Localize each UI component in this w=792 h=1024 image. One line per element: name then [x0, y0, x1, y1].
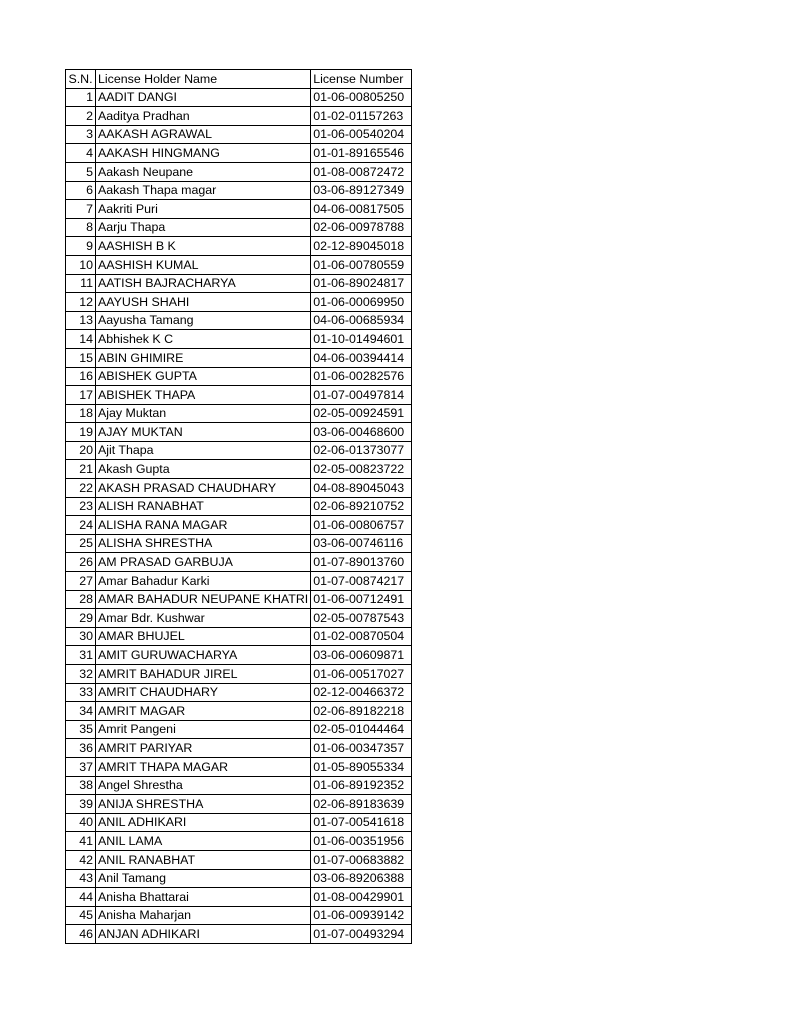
cell-license-number: 02-06-00978788	[311, 218, 412, 237]
cell-license-holder-name: AMRIT CHAUDHARY	[96, 683, 311, 702]
cell-license-holder-name: AJAY MUKTAN	[96, 423, 311, 442]
cell-sn: 20	[66, 441, 96, 460]
cell-sn: 43	[66, 869, 96, 888]
table-row	[66, 869, 412, 888]
cell-license-number: 01-07-00683882	[311, 850, 412, 869]
cell-sn: 13	[66, 311, 96, 330]
cell-license-holder-name: Aakash Neupane	[96, 162, 311, 181]
cell-license-number: 03-06-00746116	[311, 534, 412, 553]
cell-license-holder-name: Angel Shrestha	[96, 776, 311, 795]
table-row	[66, 441, 412, 460]
cell-sn: 37	[66, 757, 96, 776]
cell-sn: 27	[66, 572, 96, 591]
cell-license-holder-name: ABISHEK GUPTA	[96, 367, 311, 386]
cell-license-holder-name: Aakriti Puri	[96, 200, 311, 219]
table-row	[66, 311, 412, 330]
cell-license-holder-name: ANIL LAMA	[96, 832, 311, 851]
cell-license-holder-name: Anisha Maharjan	[96, 906, 311, 925]
cell-license-number: 02-12-00466372	[311, 683, 412, 702]
cell-license-holder-name: ABISHEK THAPA	[96, 386, 311, 405]
cell-sn: 16	[66, 367, 96, 386]
cell-license-holder-name: AASHISH B K	[96, 237, 311, 256]
cell-license-number: 01-06-00806757	[311, 516, 412, 535]
cell-license-number: 02-06-89182218	[311, 702, 412, 721]
cell-license-number: 01-10-01494601	[311, 330, 412, 349]
cell-license-holder-name: AAKASH AGRAWAL	[96, 125, 311, 144]
table-row	[66, 125, 412, 144]
table-row	[66, 720, 412, 739]
cell-license-number: 01-02-01157263	[311, 107, 412, 126]
table-row	[66, 88, 412, 107]
cell-license-holder-name: ANIJA SHRESTHA	[96, 795, 311, 814]
cell-license-holder-name: ALISHA SHRESTHA	[96, 534, 311, 553]
cell-license-holder-name: AADIT DANGI	[96, 88, 311, 107]
table-row	[66, 423, 412, 442]
cell-license-holder-name: AM PRASAD GARBUJA	[96, 553, 311, 572]
table-row	[66, 162, 412, 181]
cell-license-number: 04-08-89045043	[311, 479, 412, 498]
cell-license-holder-name: ANJAN ADHIKARI	[96, 925, 311, 944]
cell-license-number: 03-06-89127349	[311, 181, 412, 200]
cell-license-holder-name: AMRIT BAHADUR JIREL	[96, 665, 311, 684]
cell-sn: 1	[66, 88, 96, 107]
cell-sn: 33	[66, 683, 96, 702]
cell-license-number: 01-06-00939142	[311, 906, 412, 925]
cell-license-holder-name: ABIN GHIMIRE	[96, 348, 311, 367]
cell-license-number: 02-06-89210752	[311, 497, 412, 516]
license-table	[65, 69, 412, 944]
table-row	[66, 757, 412, 776]
table-row	[66, 516, 412, 535]
table-row	[66, 293, 412, 312]
header-license-holder-name: License Holder Name	[96, 70, 311, 89]
cell-license-holder-name: AASHISH KUMAL	[96, 255, 311, 274]
cell-license-number: 01-06-00069950	[311, 293, 412, 312]
cell-license-number: 01-06-89192352	[311, 776, 412, 795]
table-row	[66, 386, 412, 405]
cell-license-number: 01-06-00517027	[311, 665, 412, 684]
table-header-row	[66, 70, 412, 89]
cell-license-holder-name: ALISHA RANA MAGAR	[96, 516, 311, 535]
table-row	[66, 776, 412, 795]
cell-license-number: 01-06-00805250	[311, 88, 412, 107]
table-row	[66, 702, 412, 721]
cell-license-number: 03-06-00609871	[311, 646, 412, 665]
table-body	[66, 88, 412, 943]
cell-license-number: 02-05-00823722	[311, 460, 412, 479]
cell-license-number: 04-06-00685934	[311, 311, 412, 330]
cell-license-number: 01-06-00351956	[311, 832, 412, 851]
cell-license-number: 02-05-00924591	[311, 404, 412, 423]
cell-sn: 10	[66, 255, 96, 274]
cell-license-number: 01-06-00540204	[311, 125, 412, 144]
cell-license-number: 01-06-00780559	[311, 255, 412, 274]
cell-license-number: 03-06-00468600	[311, 423, 412, 442]
cell-license-number: 04-06-00394414	[311, 348, 412, 367]
cell-sn: 6	[66, 181, 96, 200]
table-row	[66, 665, 412, 684]
cell-license-number: 01-07-89013760	[311, 553, 412, 572]
cell-license-holder-name: AAYUSH SHAHI	[96, 293, 311, 312]
table-row	[66, 572, 412, 591]
cell-sn: 38	[66, 776, 96, 795]
cell-license-holder-name: Abhishek K C	[96, 330, 311, 349]
table-row	[66, 683, 412, 702]
cell-license-number: 02-05-00787543	[311, 609, 412, 628]
table-row	[66, 646, 412, 665]
table-row	[66, 627, 412, 646]
table-row	[66, 144, 412, 163]
cell-sn: 12	[66, 293, 96, 312]
cell-license-holder-name: Amrit Pangeni	[96, 720, 311, 739]
cell-license-number: 01-06-00282576	[311, 367, 412, 386]
cell-license-number: 01-08-00429901	[311, 888, 412, 907]
table-row	[66, 497, 412, 516]
cell-sn: 17	[66, 386, 96, 405]
cell-license-holder-name: AMRIT THAPA MAGAR	[96, 757, 311, 776]
table-row	[66, 367, 412, 386]
cell-sn: 9	[66, 237, 96, 256]
cell-sn: 19	[66, 423, 96, 442]
cell-sn: 42	[66, 850, 96, 869]
cell-license-holder-name: AATISH BAJRACHARYA	[96, 274, 311, 293]
table-row	[66, 479, 412, 498]
cell-license-number: 01-07-00493294	[311, 925, 412, 944]
cell-license-number: 01-06-89024817	[311, 274, 412, 293]
cell-license-holder-name: Amar Bdr. Kushwar	[96, 609, 311, 628]
cell-license-holder-name: Ajay Muktan	[96, 404, 311, 423]
cell-license-holder-name: Aaditya Pradhan	[96, 107, 311, 126]
table-row	[66, 553, 412, 572]
cell-license-holder-name: ANIL ADHIKARI	[96, 813, 311, 832]
cell-license-number: 01-01-89165546	[311, 144, 412, 163]
table-row	[66, 404, 412, 423]
table-row	[66, 609, 412, 628]
cell-license-number: 01-02-00870504	[311, 627, 412, 646]
cell-sn: 7	[66, 200, 96, 219]
cell-license-holder-name: ANIL RANABHAT	[96, 850, 311, 869]
cell-license-holder-name: Amar Bahadur Karki	[96, 572, 311, 591]
cell-sn: 15	[66, 348, 96, 367]
cell-license-holder-name: Aarju Thapa	[96, 218, 311, 237]
cell-sn: 18	[66, 404, 96, 423]
cell-sn: 26	[66, 553, 96, 572]
cell-license-number: 02-06-01373077	[311, 441, 412, 460]
cell-sn: 41	[66, 832, 96, 851]
cell-license-number: 02-12-89045018	[311, 237, 412, 256]
table-row	[66, 107, 412, 126]
table-row	[66, 925, 412, 944]
cell-license-number: 02-05-01044464	[311, 720, 412, 739]
cell-license-holder-name: Ajit Thapa	[96, 441, 311, 460]
cell-license-number: 02-06-89183639	[311, 795, 412, 814]
cell-sn: 3	[66, 125, 96, 144]
table-row	[66, 237, 412, 256]
table-row	[66, 590, 412, 609]
cell-sn: 11	[66, 274, 96, 293]
table-row	[66, 330, 412, 349]
cell-license-number: 03-06-89206388	[311, 869, 412, 888]
cell-license-number: 01-07-00541618	[311, 813, 412, 832]
cell-license-number: 01-07-00874217	[311, 572, 412, 591]
table-row	[66, 200, 412, 219]
cell-license-holder-name: AAKASH HINGMANG	[96, 144, 311, 163]
cell-license-holder-name: AKASH PRASAD CHAUDHARY	[96, 479, 311, 498]
cell-license-number: 01-08-00872472	[311, 162, 412, 181]
cell-sn: 39	[66, 795, 96, 814]
cell-license-number: 01-05-89055334	[311, 757, 412, 776]
cell-sn: 5	[66, 162, 96, 181]
header-sn: S.N.	[66, 70, 96, 89]
cell-sn: 45	[66, 906, 96, 925]
cell-license-holder-name: Anisha Bhattarai	[96, 888, 311, 907]
cell-license-number: 04-06-00817505	[311, 200, 412, 219]
cell-license-number: 01-06-00712491	[311, 590, 412, 609]
table-row	[66, 813, 412, 832]
cell-sn: 30	[66, 627, 96, 646]
cell-sn: 46	[66, 925, 96, 944]
table-row	[66, 181, 412, 200]
cell-sn: 22	[66, 479, 96, 498]
cell-sn: 40	[66, 813, 96, 832]
cell-sn: 34	[66, 702, 96, 721]
cell-sn: 24	[66, 516, 96, 535]
cell-license-holder-name: AMAR BAHADUR NEUPANE KHATRI	[96, 590, 311, 609]
cell-sn: 23	[66, 497, 96, 516]
cell-sn: 36	[66, 739, 96, 758]
cell-license-holder-name: AMAR BHUJEL	[96, 627, 311, 646]
table-row	[66, 218, 412, 237]
cell-sn: 44	[66, 888, 96, 907]
cell-license-holder-name: ALISH RANABHAT	[96, 497, 311, 516]
cell-sn: 35	[66, 720, 96, 739]
cell-sn: 31	[66, 646, 96, 665]
cell-sn: 25	[66, 534, 96, 553]
cell-sn: 28	[66, 590, 96, 609]
table-row	[66, 906, 412, 925]
cell-sn: 14	[66, 330, 96, 349]
cell-license-holder-name: Anil Tamang	[96, 869, 311, 888]
cell-sn: 4	[66, 144, 96, 163]
cell-sn: 2	[66, 107, 96, 126]
cell-license-holder-name: AMRIT MAGAR	[96, 702, 311, 721]
cell-license-holder-name: AMIT GURUWACHARYA	[96, 646, 311, 665]
table-row	[66, 832, 412, 851]
table-row	[66, 274, 412, 293]
table-row	[66, 460, 412, 479]
table-row	[66, 795, 412, 814]
cell-license-holder-name: Akash Gupta	[96, 460, 311, 479]
table-row	[66, 534, 412, 553]
cell-sn: 32	[66, 665, 96, 684]
cell-sn: 8	[66, 218, 96, 237]
cell-license-holder-name: Aakash Thapa magar	[96, 181, 311, 200]
cell-license-holder-name: AMRIT PARIYAR	[96, 739, 311, 758]
header-license-number: License Number	[311, 70, 412, 89]
cell-license-number: 01-07-00497814	[311, 386, 412, 405]
table-row	[66, 348, 412, 367]
cell-sn: 29	[66, 609, 96, 628]
table-row	[66, 739, 412, 758]
cell-sn: 21	[66, 460, 96, 479]
table-row	[66, 888, 412, 907]
cell-license-holder-name: Aayusha Tamang	[96, 311, 311, 330]
table-row	[66, 255, 412, 274]
table-row	[66, 850, 412, 869]
cell-license-number: 01-06-00347357	[311, 739, 412, 758]
